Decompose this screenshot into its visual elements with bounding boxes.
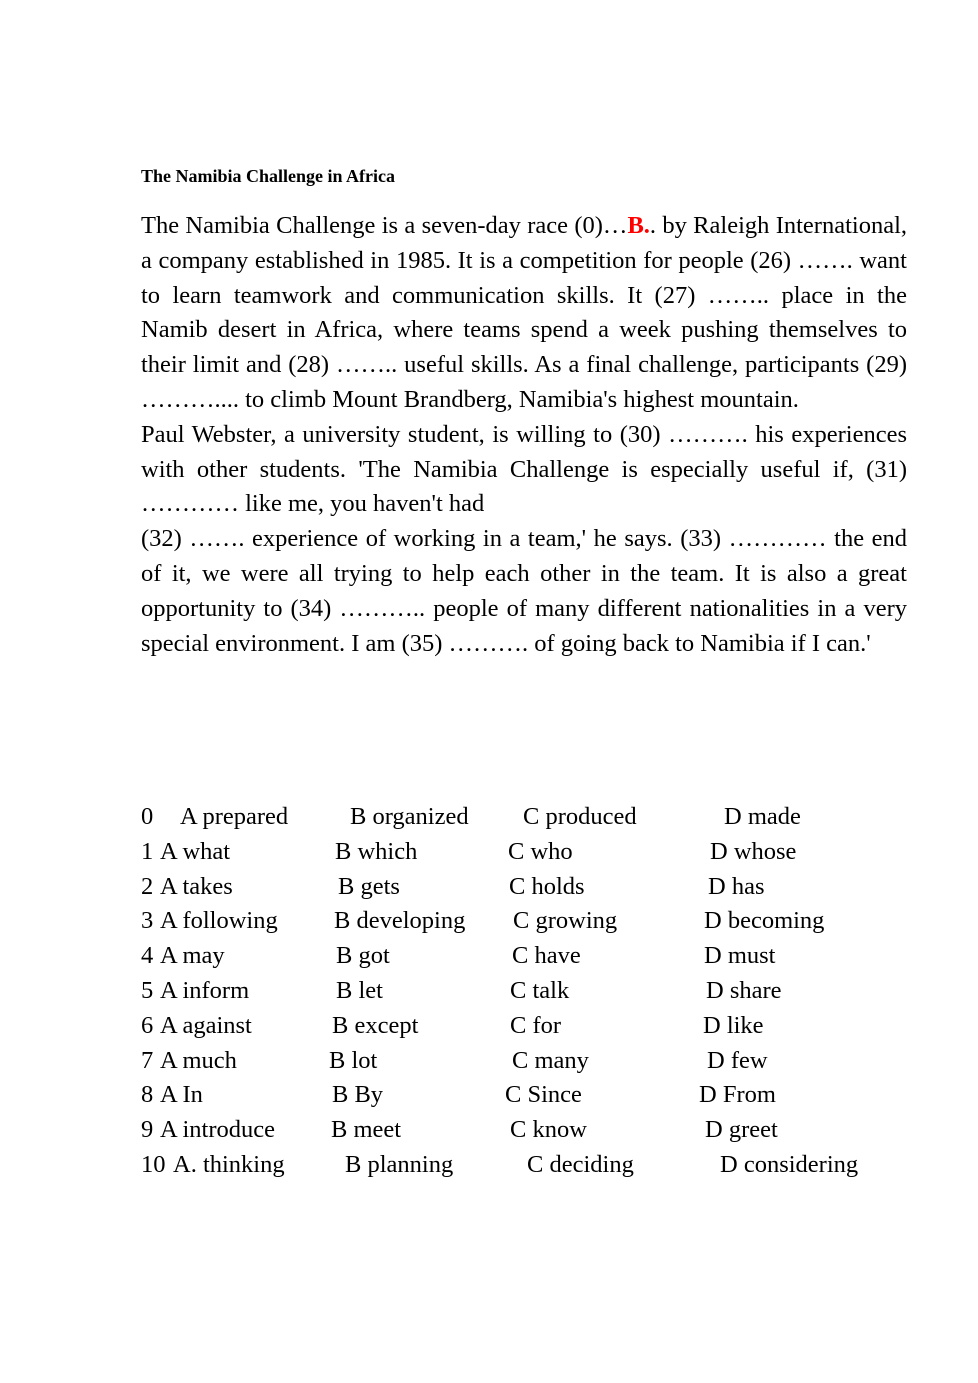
option-number: 0 (141, 803, 154, 830)
document-title: The Namibia Challenge in Africa (141, 166, 396, 186)
option-row (141, 1078, 941, 1113)
option-a: A introduce (160, 1116, 275, 1144)
option-number: 3 (141, 907, 154, 935)
option-b: B except (332, 1011, 419, 1039)
option-c: C holds (509, 872, 585, 900)
option-number: 5 (141, 976, 154, 1004)
option-c: C growing (513, 907, 618, 935)
option-b: B developing (334, 907, 466, 935)
option-d: D share (706, 976, 782, 1004)
option-d: D like (703, 1011, 764, 1039)
option-number: 2 (141, 872, 154, 900)
option-number: 10 (141, 1150, 166, 1178)
option-c: C talk (510, 976, 570, 1004)
option-number: 4 (141, 942, 154, 970)
option-row (141, 939, 941, 974)
option-d: D considering (720, 1150, 859, 1178)
option-d: D must (704, 942, 776, 970)
option-c: C who (508, 837, 573, 865)
passage-paragraph-3: (32) ……. experience of working in a team,' he says. (33) ………… the end of it, we were all trying to help each other in the team. It is also a great opportunity to (34) ……….. people of many different nationalities in a very special environment. I am (35) ………. of going back to Namibia if I can.' (141, 525, 907, 657)
option-c: C produced (523, 803, 637, 830)
option-number: 9 (141, 1116, 154, 1144)
option-b: B organized (350, 803, 469, 830)
passage-paragraph-1 (141, 209, 907, 418)
option-number: 7 (141, 1046, 154, 1074)
option-b: B lot (329, 1046, 378, 1074)
options-list (141, 800, 941, 1183)
option-row (141, 974, 941, 1009)
reading-passage (141, 209, 907, 661)
option-d: D has (708, 872, 765, 900)
example-answer: B. (627, 212, 650, 239)
option-b: B got (336, 942, 390, 970)
option-a: A much (160, 1046, 237, 1074)
option-row (141, 904, 941, 939)
option-b: B gets (338, 872, 400, 900)
option-d: D From (699, 1081, 776, 1109)
option-a: A inform (160, 976, 250, 1004)
option-row (141, 1113, 941, 1148)
option-d: D becoming (704, 907, 825, 935)
option-row (141, 1009, 941, 1044)
option-b: B By (332, 1081, 384, 1109)
option-b: B which (335, 837, 418, 865)
option-c: C Since (505, 1081, 582, 1109)
option-row (141, 835, 941, 870)
option-d: D greet (705, 1116, 778, 1144)
option-d: D whose (710, 837, 797, 865)
option-a: A against (160, 1011, 252, 1039)
option-c: C deciding (527, 1150, 634, 1178)
option-number: 1 (141, 837, 154, 865)
option-number: 8 (141, 1081, 154, 1109)
passage-text: The Namibia Challenge is a seven-day race (0)… (141, 212, 628, 239)
option-d: D few (707, 1046, 768, 1074)
option-c: C know (510, 1116, 587, 1144)
option-c: C many (512, 1046, 589, 1074)
option-row (141, 1148, 941, 1183)
option-b: B let (336, 976, 383, 1004)
option-a: A takes (160, 872, 233, 900)
option-a: A may (160, 942, 225, 970)
option-b: B planning (345, 1150, 454, 1178)
option-d: D made (724, 803, 801, 830)
option-b: B meet (331, 1116, 402, 1144)
option-a: A. thinking (173, 1150, 285, 1178)
option-c: C for (510, 1011, 562, 1039)
option-row (141, 800, 941, 835)
option-row (141, 1044, 941, 1079)
option-a: A prepared (180, 803, 289, 830)
option-a: A In (160, 1081, 203, 1109)
option-a: A following (160, 907, 278, 935)
passage-paragraph-2: Paul Webster, a university student, is willing to (30) ………. his experiences with other students. 'The Namibia Challenge is especially useful if, (31) ………… like me, you haven't had (141, 420, 907, 518)
passage-text: . by Raleigh International, a company established in 1985. It is a competition for people (26) ……. want to learn teamwork and communication skills. It (27) …….. place in the Namib desert in Africa, where teams spend a week pushing themselves to their limit and (28) …….. useful skills. As a final challenge, participants (29) ……….... to climb Mount Brandberg, Namibia's highest mountain. (141, 212, 907, 413)
option-number: 6 (141, 1011, 154, 1039)
option-row (141, 870, 941, 905)
option-a: A what (160, 837, 231, 865)
option-c: C have (512, 942, 581, 970)
